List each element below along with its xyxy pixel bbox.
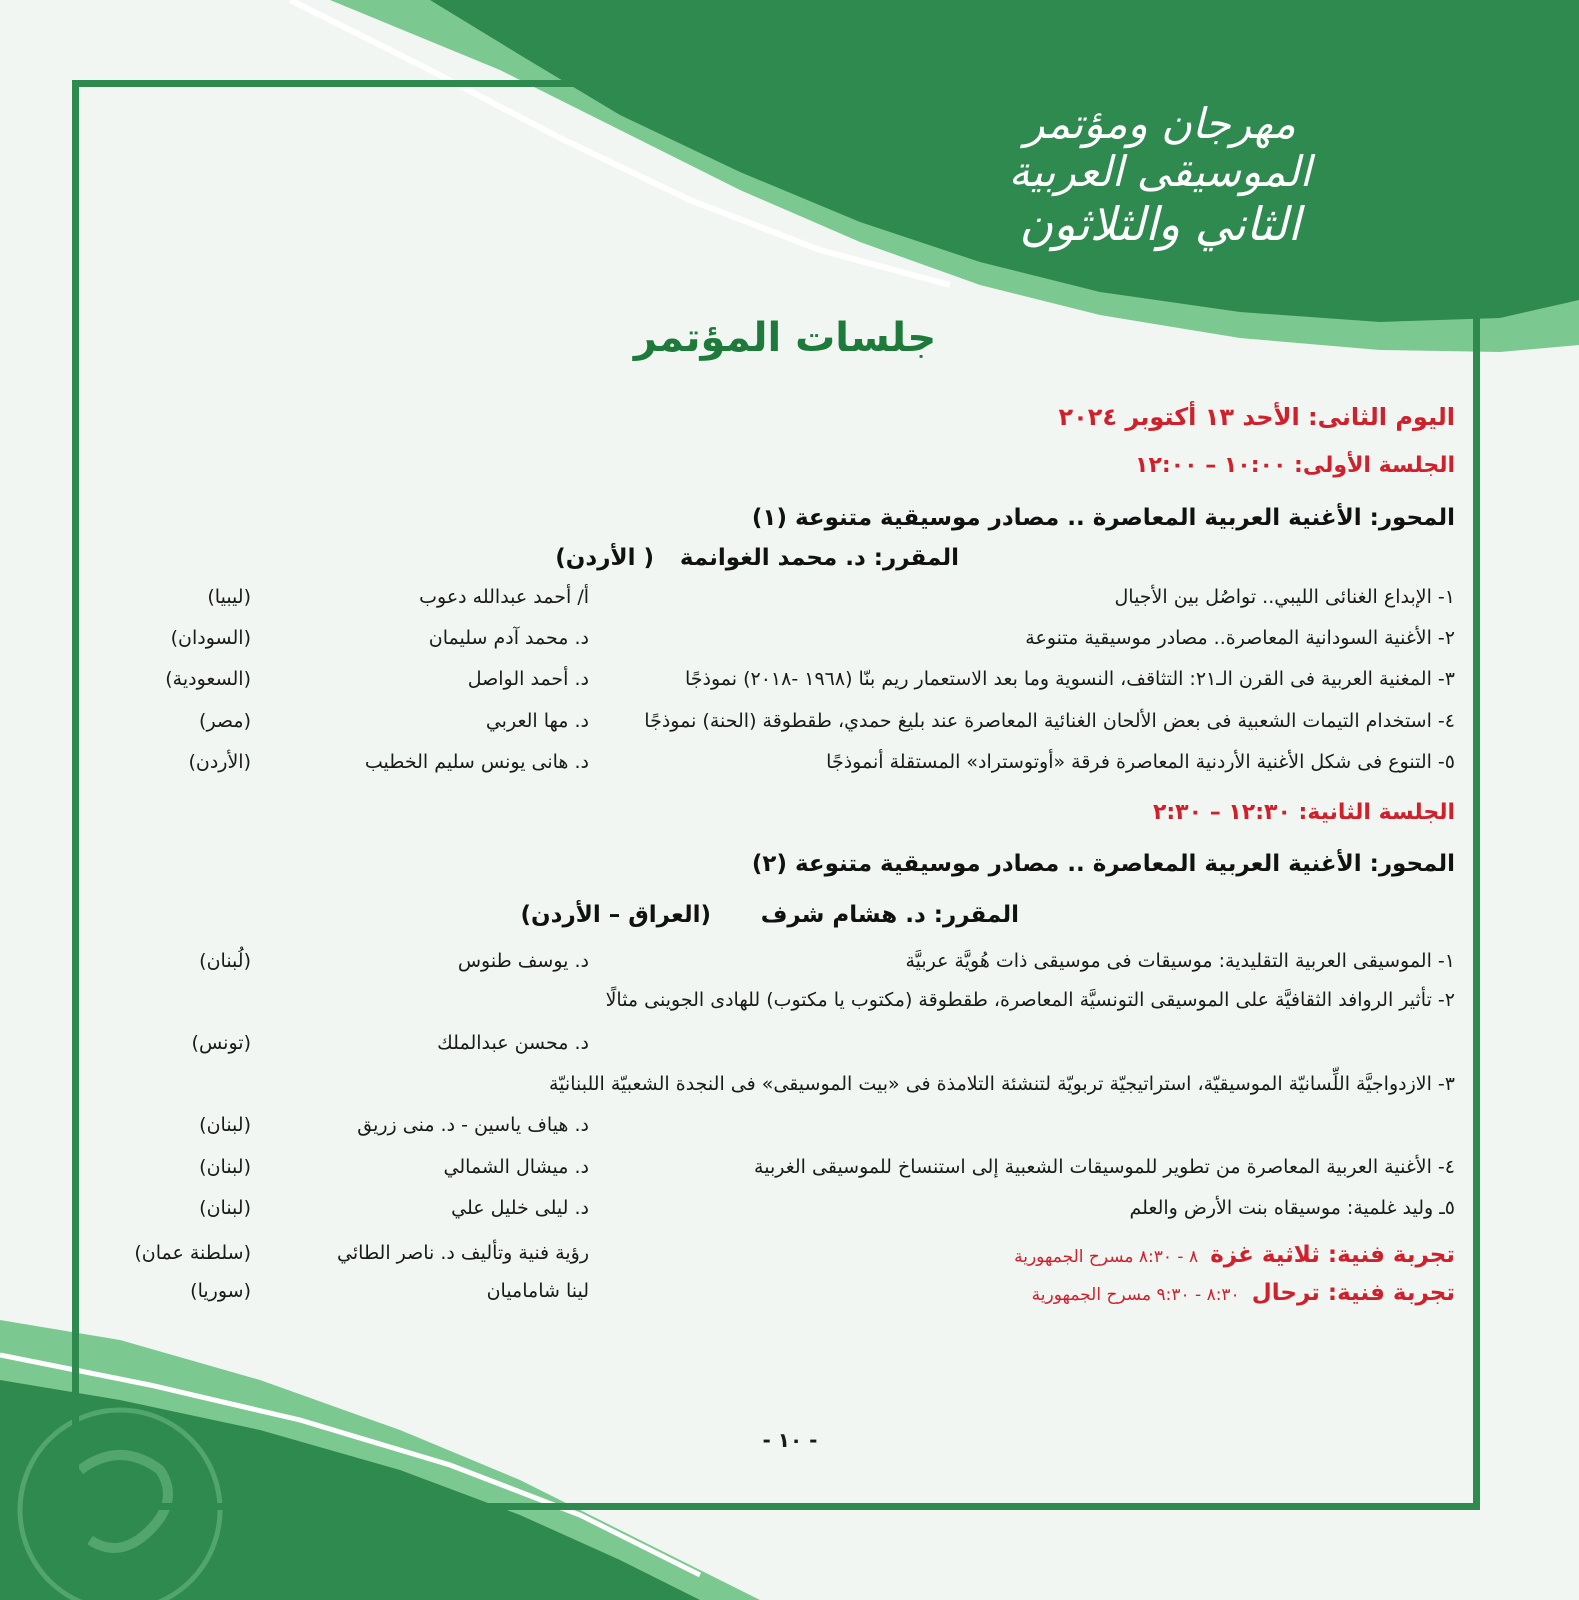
page-title: جلسات المؤتمر [633, 315, 937, 361]
paper-title: ٤- الأغنية العربية المعاصرة من تطوير للموسيقات الشعبية إلى استنساخ للموسيقى الغربية [754, 1156, 1455, 1178]
experience-label: تجربة فنية: ثلاثية غزة [1210, 1242, 1455, 1268]
experience-label: تجربة فنية: ترحال [1251, 1280, 1455, 1306]
experience-author: لينا شاماميان [486, 1280, 589, 1302]
list-item [0, 1032, 1579, 1062]
paper-title: ٤- استخدام التيمات الشعبية فى بعض الألحان الغنائية المعاصرة عند بليغ حمدي، طقطوقة (الحنة) نموذجًا [644, 710, 1455, 732]
list-item [0, 1280, 1579, 1314]
paper-title: ٥- التنوع فى شكل الأغنية الأردنية المعاصرة فرقة «أوتوستراد» المستقلة أنموذجًا [826, 751, 1455, 773]
session2-axis: المحور: الأغنية العربية المعاصرة .. مصادر موسيقية متنوعة (٢) [751, 851, 1455, 877]
experience-entry [1014, 1242, 1455, 1268]
logo-line1: مهرجان ومؤتمر الموسيقى العربية [1008, 99, 1312, 197]
list-item [0, 751, 1579, 781]
paper-country: (لُبنان) [199, 950, 251, 972]
list-item [0, 1197, 1579, 1227]
paper-country: (تونس) [191, 1032, 251, 1054]
day-heading: اليوم الثانى: الأحد ١٣ أكتوبر ٢٠٢٤ [1058, 403, 1455, 431]
paper-title: ١- الإبداع الغنائى الليبي.. تواصُل بين الأجيال [1114, 586, 1455, 608]
session1-axis: المحور: الأغنية العربية المعاصرة .. مصادر موسيقية متنوعة (١) [751, 505, 1455, 531]
paper-country: (الأردن) [188, 751, 251, 773]
session1-reporter-country: ( الأردن) [555, 545, 654, 571]
page-number: - ١٠ - [762, 1428, 818, 1452]
experience-country: (سلطنة عمان) [134, 1242, 251, 1264]
paper-author: د. هانى يونس سليم الخطيب [364, 751, 589, 773]
paper-country: (لبنان) [199, 1114, 251, 1136]
session2-reporter: المقرر: د. هشام شرف [760, 902, 1019, 928]
paper-author: د. أحمد الواصل [467, 668, 589, 690]
list-item [0, 710, 1579, 740]
paper-title: ٣- الازدواجيَّة اللِّسانيّة الموسيقيّة، استراتيجيّة تربويّة لتنشئة التلامذة فى «بيت الموسيقى» فى النجدة الشعبيّة اللبنانيّة [549, 1073, 1455, 1095]
paper-author: د. يوسف طنوس [457, 950, 589, 972]
experience-author: رؤية فنية وتأليف د. ناصر الطائي [337, 1242, 589, 1264]
experience-time: ٨:٣٠ - ٩:٣٠ مسرح الجمهورية [1031, 1285, 1240, 1305]
paper-country: (لبنان) [199, 1156, 251, 1178]
list-item [0, 586, 1579, 616]
session1-heading: الجلسة الأولى: ١٠:٠٠ – ١٢:٠٠ [1135, 453, 1455, 478]
list-item [0, 1242, 1579, 1276]
list-item [0, 627, 1579, 657]
paper-title: ٥ـ وليد غلمية: موسيقاه بنت الأرض والعلم [1129, 1197, 1455, 1219]
paper-title: ٣- المغنية العربية فى القرن الـ٢١: التثاقف، النسوية وما بعد الاستعمار ريم بنّا (١٩٦٨ -٢٠١٨) نموذجًا [684, 668, 1455, 690]
paper-author: د. هياف ياسين - د. منى زريق [357, 1114, 589, 1136]
experience-time: ٨ - ٨:٣٠ مسرح الجمهورية [1014, 1247, 1199, 1267]
list-item [0, 1156, 1579, 1186]
session1-reporter: المقرر: د. محمد الغوانمة [679, 545, 959, 571]
paper-country: (مصر) [199, 710, 251, 732]
paper-title: ١- الموسيقى العربية التقليدية: موسيقات فى موسيقى ذات هُويَّة عربيَّة [905, 950, 1455, 972]
paper-author: د. محسن عبدالملك [437, 1032, 589, 1054]
paper-country: (السعودية) [165, 668, 251, 690]
list-item [0, 950, 1579, 980]
paper-country: (لبنان) [199, 1197, 251, 1219]
list-item [0, 668, 1579, 698]
paper-country: (السودان) [170, 627, 251, 649]
list-item [0, 1114, 1579, 1144]
session2-heading: الجلسة الثانية: ١٢:٣٠ – ٢:٣٠ [1152, 800, 1455, 825]
paper-title: ٢- تأثير الروافد الثقافيَّة على الموسيقى التونسيَّة المعاصرة، طقطوقة (مكتوب يا مكتوب) للهادى الجوينى مثالًا [605, 989, 1455, 1011]
paper-author: د. ليلى خليل علي [451, 1197, 589, 1219]
experience-country: (سوريا) [190, 1280, 251, 1302]
session2-reporter-country: (العراق – الأردن) [520, 902, 711, 928]
experience-entry [1032, 1280, 1455, 1306]
paper-author: د. ميشال الشمالي [443, 1156, 589, 1178]
paper-author: د. محمد آدم سليمان [428, 627, 589, 649]
paper-title: ٢- الأغنية السودانية المعاصرة.. مصادر موسيقية متنوعة [1025, 627, 1455, 649]
paper-author: أ/ أحمد عبدالله دعوب [419, 586, 589, 608]
paper-author: د. مها العربي [485, 710, 589, 732]
logo-line2: الثاني والثلاثون [1019, 196, 1301, 251]
paper-country: (ليبيا) [207, 586, 251, 608]
